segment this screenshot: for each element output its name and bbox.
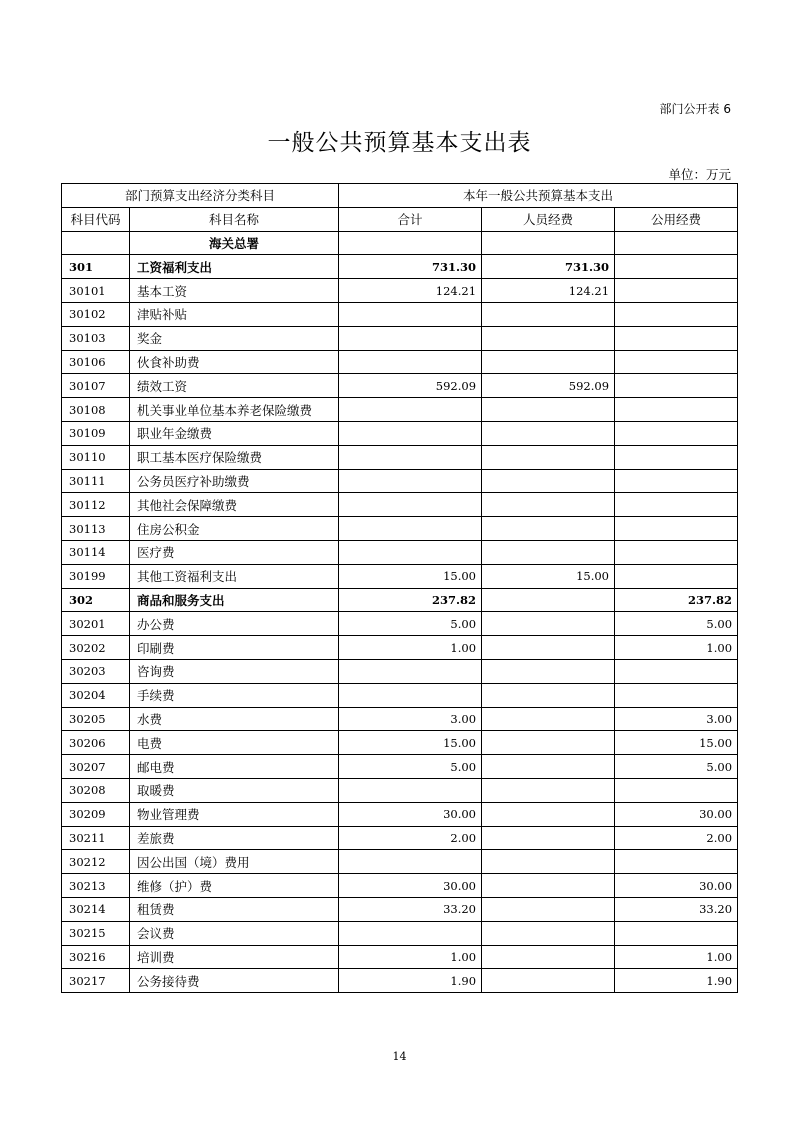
code-cell: 30202 [62, 636, 130, 660]
public-cell: 1.00 [615, 945, 738, 969]
personnel-cell [482, 445, 615, 469]
code-cell: 30211 [62, 826, 130, 850]
public-cell [615, 921, 738, 945]
name-cell: 电费 [130, 731, 339, 755]
code-cell: 30212 [62, 850, 130, 874]
name-cell: 公务员医疗补助缴费 [130, 469, 339, 493]
personnel-cell [482, 540, 615, 564]
total-cell: 2.00 [339, 826, 482, 850]
table-row [62, 921, 738, 945]
name-cell: 咨询费 [130, 659, 339, 683]
public-cell [615, 421, 738, 445]
personnel-cell [482, 778, 615, 802]
column-header-name: 科目名称 [130, 207, 339, 231]
name-cell: 取暖费 [130, 778, 339, 802]
page-title: 一般公共预算基本支出表 [267, 130, 532, 156]
personnel-cell [482, 302, 615, 326]
org-name-cell: 海关总署 [130, 231, 339, 255]
name-cell: 公务接待费 [130, 969, 339, 993]
table-row [62, 350, 738, 374]
total-cell: 1.00 [339, 945, 482, 969]
total-cell: 30.00 [339, 802, 482, 826]
code-cell: 30205 [62, 707, 130, 731]
code-cell: 30213 [62, 874, 130, 898]
public-cell: 30.00 [615, 874, 738, 898]
org-total-cell [339, 231, 482, 255]
table-row [62, 588, 738, 612]
personnel-cell [482, 802, 615, 826]
total-cell [339, 921, 482, 945]
column-header-row [62, 207, 738, 231]
column-header-public: 公用经费 [615, 207, 738, 231]
table-row [62, 945, 738, 969]
name-cell: 职工基本医疗保险缴费 [130, 445, 339, 469]
table-row [62, 540, 738, 564]
personnel-cell [482, 683, 615, 707]
name-cell: 差旅费 [130, 826, 339, 850]
name-cell: 住房公积金 [130, 517, 339, 541]
name-cell: 基本工资 [130, 279, 339, 303]
total-cell [339, 302, 482, 326]
group-header-row [62, 184, 738, 208]
code-cell: 30101 [62, 279, 130, 303]
total-cell [339, 421, 482, 445]
table-row [62, 707, 738, 731]
total-cell [339, 493, 482, 517]
table-row [62, 302, 738, 326]
name-cell: 工资福利支出 [130, 255, 339, 279]
table-row [62, 826, 738, 850]
total-cell [339, 445, 482, 469]
personnel-cell [482, 421, 615, 445]
total-cell [339, 850, 482, 874]
table-row [62, 850, 738, 874]
total-cell [339, 517, 482, 541]
table-row [62, 374, 738, 398]
personnel-cell: 124.21 [482, 279, 615, 303]
public-cell [615, 540, 738, 564]
personnel-cell [482, 493, 615, 517]
personnel-cell: 15.00 [482, 564, 615, 588]
code-cell: 30204 [62, 683, 130, 707]
code-cell: 30201 [62, 612, 130, 636]
name-cell: 维修（护）费 [130, 874, 339, 898]
public-cell [615, 517, 738, 541]
public-cell [615, 302, 738, 326]
code-cell: 30203 [62, 659, 130, 683]
table-row [62, 612, 738, 636]
code-cell: 30111 [62, 469, 130, 493]
personnel-cell [482, 612, 615, 636]
name-cell: 租赁费 [130, 897, 339, 921]
personnel-cell [482, 897, 615, 921]
public-cell [615, 850, 738, 874]
table-row [62, 778, 738, 802]
table-number-label: 部门公开表 6 [659, 102, 731, 116]
total-cell [339, 350, 482, 374]
public-cell [615, 445, 738, 469]
total-cell: 15.00 [339, 731, 482, 755]
total-cell: 3.00 [339, 707, 482, 731]
personnel-cell [482, 588, 615, 612]
code-cell: 30206 [62, 731, 130, 755]
personnel-cell [482, 945, 615, 969]
name-cell: 医疗费 [130, 540, 339, 564]
name-cell: 会议费 [130, 921, 339, 945]
total-cell: 1.90 [339, 969, 482, 993]
personnel-cell [482, 517, 615, 541]
table-row [62, 326, 738, 350]
total-cell: 592.09 [339, 374, 482, 398]
public-cell: 15.00 [615, 731, 738, 755]
total-cell: 237.82 [339, 588, 482, 612]
public-cell: 1.00 [615, 636, 738, 660]
total-cell [339, 778, 482, 802]
total-cell: 15.00 [339, 564, 482, 588]
table-row [62, 469, 738, 493]
total-cell [339, 326, 482, 350]
personnel-cell [482, 636, 615, 660]
name-cell: 其他社会保障缴费 [130, 493, 339, 517]
org-public-cell [615, 231, 738, 255]
table-row [62, 659, 738, 683]
personnel-cell [482, 850, 615, 874]
code-cell: 30207 [62, 755, 130, 779]
name-cell: 奖金 [130, 326, 339, 350]
code-cell: 301 [62, 255, 130, 279]
code-cell: 30108 [62, 398, 130, 422]
code-cell: 30106 [62, 350, 130, 374]
code-cell: 30110 [62, 445, 130, 469]
org-row [62, 231, 738, 255]
table-row [62, 731, 738, 755]
name-cell: 津贴补贴 [130, 302, 339, 326]
public-cell: 2.00 [615, 826, 738, 850]
page-number: 14 [392, 1050, 407, 1063]
public-cell [615, 255, 738, 279]
code-cell: 30112 [62, 493, 130, 517]
public-cell: 30.00 [615, 802, 738, 826]
name-cell: 邮电费 [130, 755, 339, 779]
public-cell [615, 350, 738, 374]
table-row [62, 279, 738, 303]
public-cell: 5.00 [615, 755, 738, 779]
table-row [62, 445, 738, 469]
name-cell: 绩效工资 [130, 374, 339, 398]
name-cell: 物业管理费 [130, 802, 339, 826]
public-cell [615, 683, 738, 707]
code-cell: 30113 [62, 517, 130, 541]
total-cell [339, 540, 482, 564]
total-cell: 124.21 [339, 279, 482, 303]
code-cell: 30199 [62, 564, 130, 588]
public-cell [615, 778, 738, 802]
personnel-cell [482, 469, 615, 493]
table-row [62, 517, 738, 541]
name-cell: 手续费 [130, 683, 339, 707]
public-cell: 1.90 [615, 969, 738, 993]
code-cell: 30217 [62, 969, 130, 993]
personnel-cell [482, 326, 615, 350]
code-cell: 30107 [62, 374, 130, 398]
personnel-cell [482, 398, 615, 422]
personnel-cell [482, 969, 615, 993]
total-cell [339, 469, 482, 493]
code-cell: 30215 [62, 921, 130, 945]
public-cell [615, 398, 738, 422]
table-row [62, 255, 738, 279]
name-cell: 职业年金缴费 [130, 421, 339, 445]
budget-table [61, 183, 738, 993]
name-cell: 印刷费 [130, 636, 339, 660]
table-row [62, 969, 738, 993]
personnel-cell [482, 826, 615, 850]
expense-group-header: 本年一般公共预算基本支出 [339, 184, 738, 208]
table-row [62, 421, 738, 445]
name-cell: 其他工资福利支出 [130, 564, 339, 588]
code-cell: 30109 [62, 421, 130, 445]
code-cell: 30208 [62, 778, 130, 802]
total-cell: 1.00 [339, 636, 482, 660]
personnel-cell: 731.30 [482, 255, 615, 279]
table-row [62, 636, 738, 660]
total-cell: 731.30 [339, 255, 482, 279]
table-row [62, 897, 738, 921]
unit-label: 单位：万元 [668, 167, 731, 182]
total-cell: 5.00 [339, 755, 482, 779]
public-cell: 33.20 [615, 897, 738, 921]
personnel-cell [482, 874, 615, 898]
code-cell: 30103 [62, 326, 130, 350]
name-cell: 因公出国（境）费用 [130, 850, 339, 874]
public-cell [615, 564, 738, 588]
personnel-cell [482, 350, 615, 374]
personnel-cell [482, 921, 615, 945]
total-cell: 5.00 [339, 612, 482, 636]
code-cell: 30214 [62, 897, 130, 921]
name-cell: 办公费 [130, 612, 339, 636]
public-cell [615, 326, 738, 350]
column-header-code: 科目代码 [62, 207, 130, 231]
table-row [62, 755, 738, 779]
public-cell [615, 374, 738, 398]
org-code-cell [62, 231, 130, 255]
org-personnel-cell [482, 231, 615, 255]
table-row [62, 398, 738, 422]
table-row [62, 802, 738, 826]
public-cell: 3.00 [615, 707, 738, 731]
column-header-personnel: 人员经费 [482, 207, 615, 231]
total-cell: 33.20 [339, 897, 482, 921]
category-group-header: 部门预算支出经济分类科目 [62, 184, 339, 208]
public-cell [615, 493, 738, 517]
personnel-cell: 592.09 [482, 374, 615, 398]
name-cell: 培训费 [130, 945, 339, 969]
total-cell [339, 659, 482, 683]
code-cell: 30102 [62, 302, 130, 326]
name-cell: 机关事业单位基本养老保险缴费 [130, 398, 339, 422]
total-cell [339, 398, 482, 422]
total-cell: 30.00 [339, 874, 482, 898]
personnel-cell [482, 755, 615, 779]
public-cell [615, 279, 738, 303]
total-cell [339, 683, 482, 707]
table-row [62, 493, 738, 517]
code-cell: 302 [62, 588, 130, 612]
personnel-cell [482, 659, 615, 683]
table-row [62, 564, 738, 588]
name-cell: 水费 [130, 707, 339, 731]
code-cell: 30209 [62, 802, 130, 826]
public-cell: 5.00 [615, 612, 738, 636]
table-row [62, 683, 738, 707]
column-header-total: 合计 [339, 207, 482, 231]
personnel-cell [482, 731, 615, 755]
name-cell: 商品和服务支出 [130, 588, 339, 612]
code-cell: 30216 [62, 945, 130, 969]
code-cell: 30114 [62, 540, 130, 564]
personnel-cell [482, 707, 615, 731]
public-cell [615, 469, 738, 493]
public-cell [615, 659, 738, 683]
public-cell: 237.82 [615, 588, 738, 612]
name-cell: 伙食补助费 [130, 350, 339, 374]
table-row [62, 874, 738, 898]
